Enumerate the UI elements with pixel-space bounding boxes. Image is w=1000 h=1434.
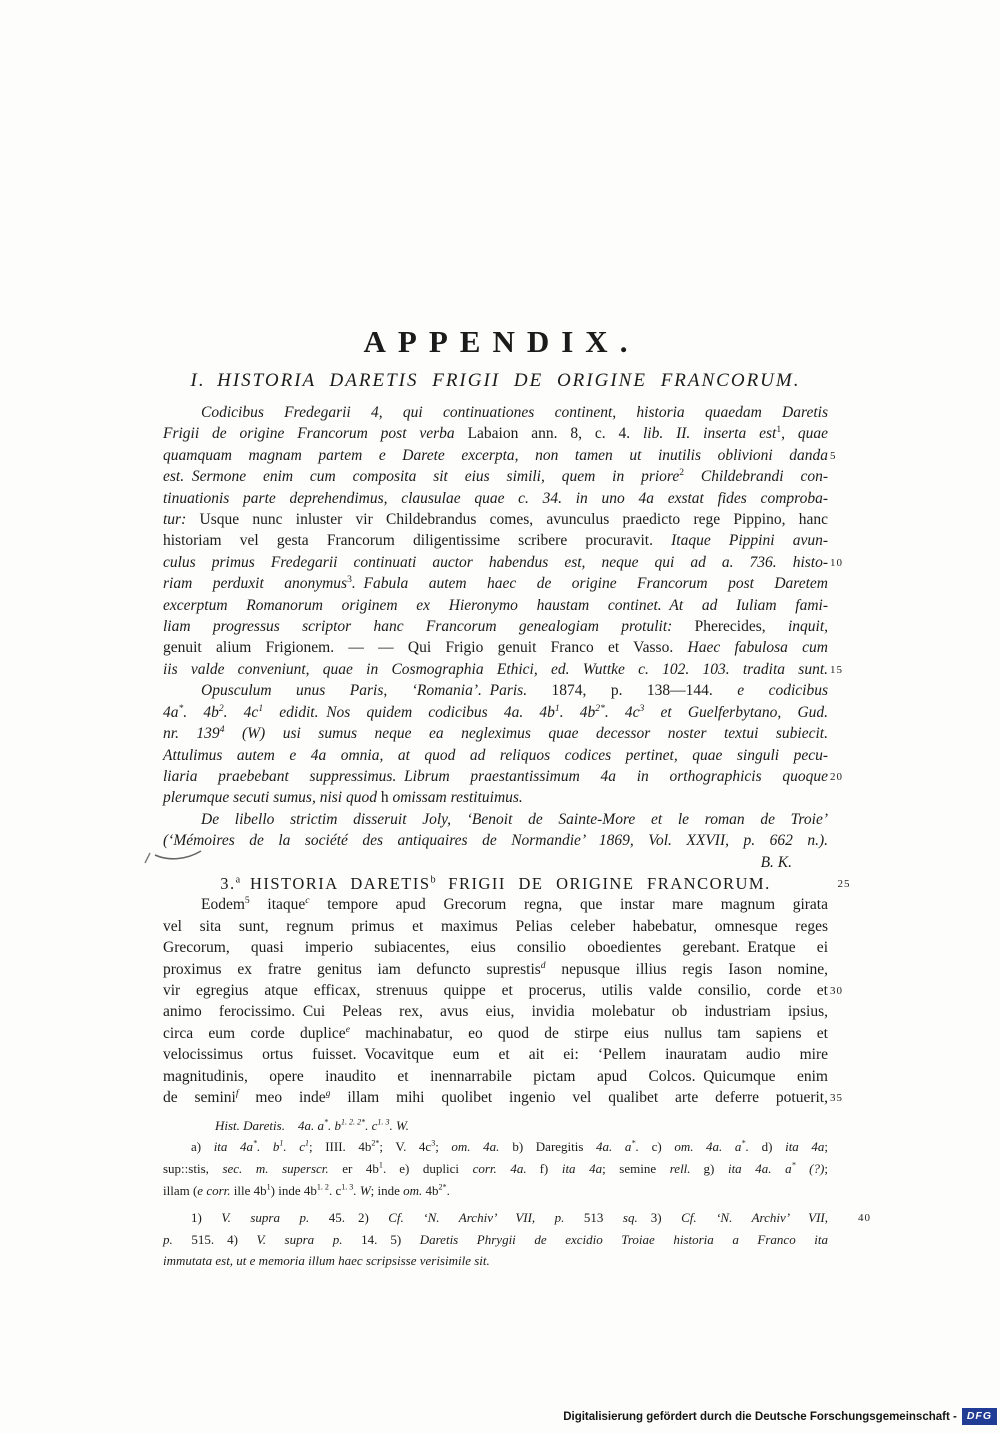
text-line: liam progressus scriptor hanc Francorum genealogiam protulit: Pherecides, inquit, (163, 618, 828, 636)
text-line: immutata est, ut e memoria illum haec scripsisse verisimile sit. (163, 1253, 490, 1269)
text-line: illam (e corr. ille $4b^1$) inde $4b^{1. 2}$. $c^{1. 3}$. W; inde om. $4b^{2*}$. (163, 1182, 450, 1198)
main-text-block (163, 894, 843, 1108)
text-line: quamquam magnam partem e Darete excerpta, non tamen ut inutilis oblivioni danda 5 (163, 445, 828, 466)
margin-line-number: 15 (830, 663, 843, 676)
critical-apparatus-block (163, 1136, 828, 1201)
introduction-block (163, 402, 843, 873)
margin-line-number: 20 (830, 770, 843, 783)
text-line: 3.$^a$ HISTORIA DARETIS$^b$ FRIGII DE ORIGINE FRANCORUM. 25 (163, 873, 828, 894)
text-line: (‘Mémoires de la société des antiquaires de Normandie’ 1869, Vol. XXVII, p. 662 n.). (163, 832, 828, 850)
page-title: APPENDIX. (363, 324, 640, 359)
text-line: animo ferocissimo. Cui Peleas rex, avus eius, invidia molebatur ob industriam ipsius, (163, 1003, 828, 1021)
text-line: De libello strictim disseruit Joly, ‘Benoit de Sainte-More et le roman de Troie’ (201, 810, 828, 828)
text-line: riam perduxit anonymus$^3$. Fabula autem haec de origine Francorum post Daretem (163, 574, 828, 593)
text-line: nr. $139^4$ (W) usi sumus neque ea negleximus quae decessor noster textui subiecit. (163, 723, 828, 743)
text-line: est. Sermone enim cum composita sit eius simili, quem in priore$^2$ Childebrandi con- (163, 467, 828, 486)
text-line: Attulimus autem e 4a omnia, at quod ad reliquos codices pertinet, quae singuli pecu- (163, 746, 828, 764)
text-line: Eodem$^5$ itaque$^c$ tempore apud Grecorum regna, que instar mare magnum girata (201, 895, 828, 914)
text-line: historiam vel gesta Francorum diligentissime scribere procuravit. Itaque Pippini avun- (163, 532, 828, 550)
footnotes-block (163, 1207, 871, 1272)
text-line: genuit alium Frigionem. — — Qui Frigio genuit Franco et Vasso. Haec fabulosa cum (163, 639, 828, 657)
chapter-heading: I. HISTORIA DARETIS FRIGII DE ORIGINE FRANCORUM. (190, 370, 801, 391)
text-line: Codicibus Fredegarii 4, qui continuationes continent, historia quaedam Daretis (201, 404, 828, 421)
text-line: culus primus Fredegarii continuati auctor habendus est, neque qui ad a. 736. histo- 10 (163, 552, 828, 573)
text-line: 4a*. $4b^2$. $4c^1$ edidit. Nos quidem codicibus 4a. $4b^1$. $4b^{2*}$. $4c^3$ et Guelferbytano, Gud. (163, 702, 829, 721)
text-line: vir egregius atque efficax, strenuus quippe et procerus, utilis valde consilio, corde et 30 (163, 980, 828, 1001)
credit-text: Digitalisierung gefördert durch die Deutsche Forschungsgemeinschaft - (563, 1410, 957, 1423)
text-line: a) ita 4a*. $b^1$. $c^1$; IIII. $4b^{2*}$; V. $4c^3$; om. 4a. b) Daregitis 4a. a*. c) om. 4a. a*. d) ita 4a; (191, 1139, 829, 1155)
margin-line-number: 35 (830, 1092, 843, 1104)
text-line: iis valde conveniunt, quae in Cosmographia Ethici, ed. Wuttke c. 102. 103. tradita sunt. 15 (163, 659, 828, 680)
apparatus-signature-block (163, 1116, 828, 1136)
text-column (163, 322, 871, 1272)
text-line: plerumque secuti sumus, nisi quod h omissam restituimus. (163, 789, 523, 807)
text-line: B. K. (760, 853, 792, 871)
text-line: Hist. Daretis. 4a. a*. $b^{1. 2. 2*}$. $c^{1. 3}$. W. (215, 1118, 409, 1134)
text-line: proximus ex fratre genitus iam defuncto suprestis$^d$ nepusque illius regis Iason nomine, (163, 959, 829, 978)
margin-line-number: 30 (830, 984, 843, 997)
text-line: velocissimus ortus fuisset. Vocavitque eum et ait ei: ‘Pellem inauratam audio mire (163, 1046, 828, 1064)
text-line: vel sita sunt, regnum primus et maximus Pelias celeber habebatur, omnesque reges (163, 917, 828, 935)
text-line: liaria praebebant suppressimus. Librum praestantissimum 4a in orthographicis quoque 20 (163, 766, 828, 787)
text-line: Grecorum, quasi imperio subiacentes, eius consilio oboedientes gerebant. Eratque ei (163, 939, 828, 957)
text-line: de semini$^f$ meo inde$^g$ illam mihi quolibet ingenio vel qualibet arte deferre potuerit, 35 (163, 1087, 828, 1108)
text-line: magnitudinis, opere inaudito et inennarrabile pictam apud Colcos. Quicumque enim (163, 1067, 828, 1085)
text-line: circa eum corde duplice$^e$ machinabatur, eo quod de stirpe eius nullus tam sapiens et (163, 1023, 828, 1042)
margin-line-number: 40 (858, 1212, 871, 1225)
digitization-credit-banner (563, 1407, 997, 1426)
text-line: p. 515. 4) V. supra p. 14. 5) Daretis Phrygii de excidio Troiae historia a Franco ita (163, 1231, 828, 1247)
margin-line-number: 10 (830, 556, 843, 569)
margin-line-number: 25 (837, 877, 851, 890)
text-line: sup::stis, sec. m. superscr. er $4b^1$. e) duplici corr. 4a. f) ita 4a; semine rell. g) ita 4a. a* (?); (163, 1160, 828, 1176)
margin-line-number: 5 (830, 449, 837, 462)
text-line: tinuationis parte deprehendimus, clausulae quae c. 34. in uno 4a exstat fides comproba- (163, 489, 828, 507)
section-heading-block (163, 873, 851, 894)
text-line: excerptum Romanorum originem ex Hieronymo haustam continet. At ad Iuliam fami- (163, 596, 828, 614)
text-line: Opusculum unus Paris, ‘Romania’. Paris. 1874, p. 138—144. e codicibus (201, 682, 828, 700)
dfg-logo: DFG (962, 1408, 997, 1425)
text-line: 1) V. supra p. 45. 2) Cf. ‘N. Archiv’ VII, p. 513 sq. 3) Cf. ‘N. Archiv’ VII, 40 (163, 1207, 828, 1229)
text-line: tur: Usque nunc inluster vir Childebrandus comes, avunculus praedicto rege Pippino, hanc (163, 511, 829, 529)
text-line: Frigii de origine Francorum post verba Labaion ann. 8, c. 4. lib. II. inserta est$^1$, quae (163, 424, 829, 443)
